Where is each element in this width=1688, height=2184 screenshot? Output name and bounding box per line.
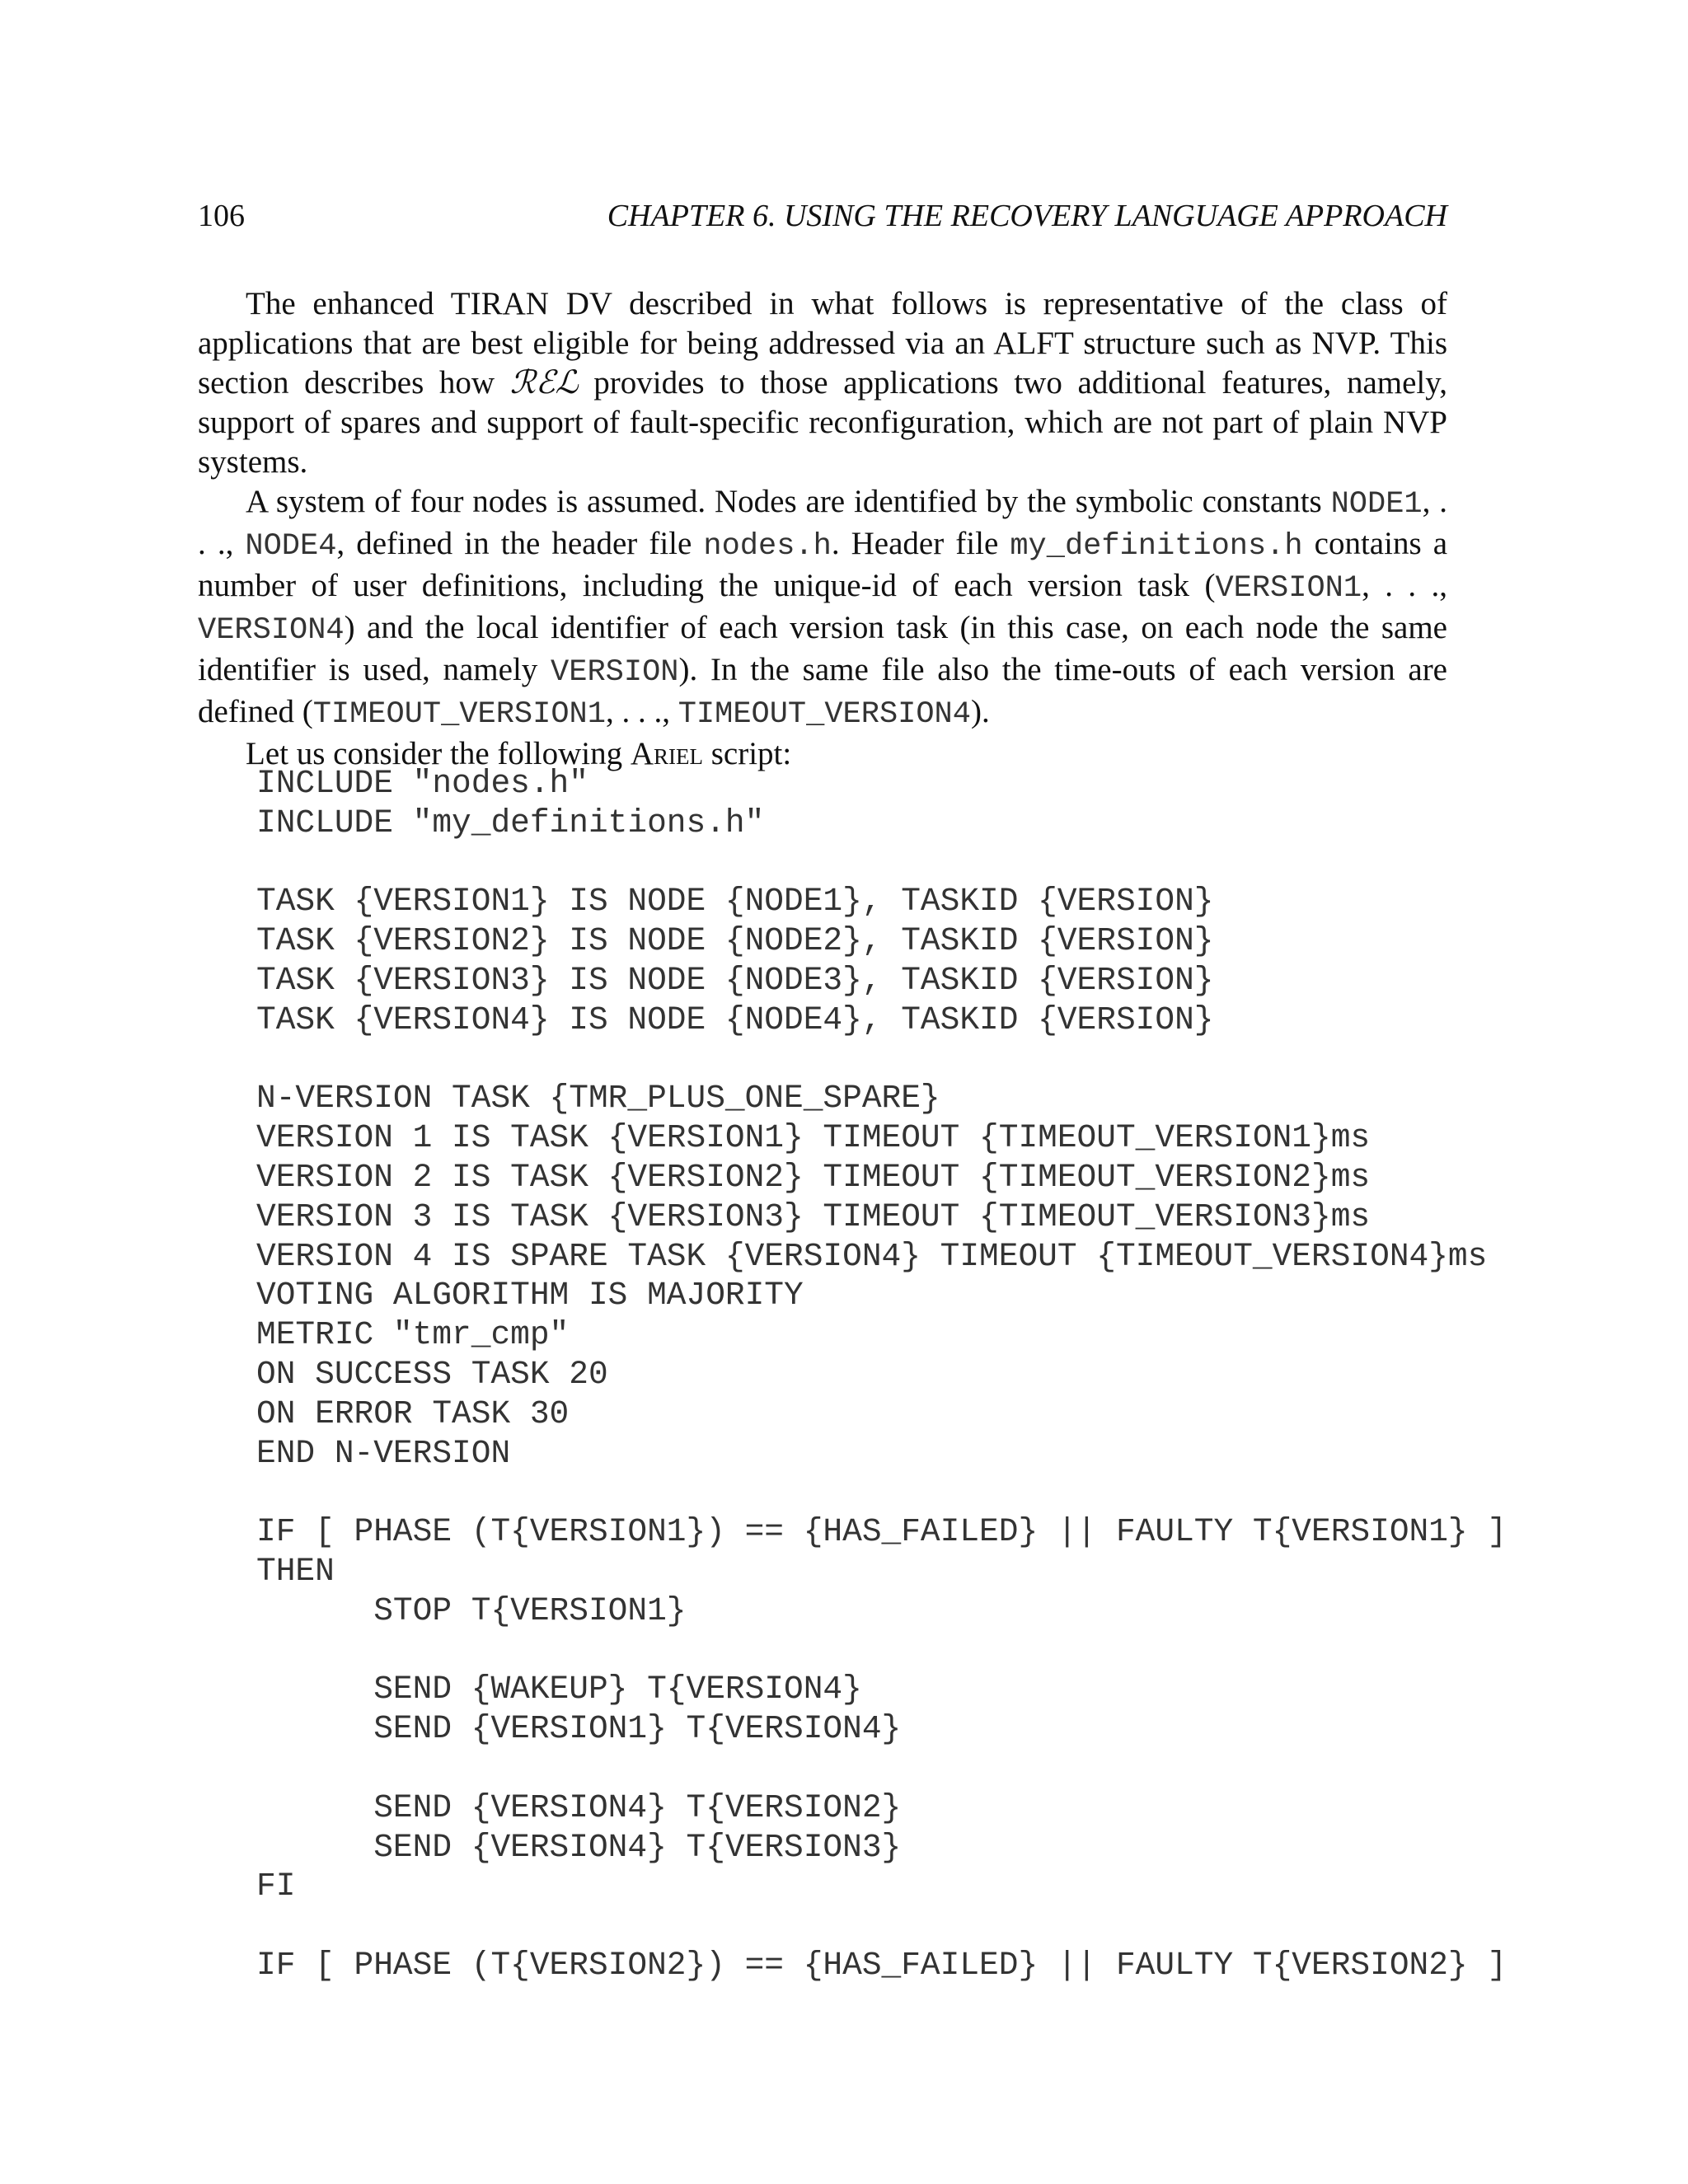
- inline-code: nodes.h: [703, 529, 832, 564]
- code-line: [256, 843, 1507, 883]
- inline-code: TIMEOUT_VERSION1: [312, 697, 606, 732]
- code-line: ON SUCCESS TASK 20: [256, 1355, 608, 1393]
- paragraph-text: script:: [702, 736, 792, 771]
- paragraph-text: ).: [970, 694, 990, 729]
- inline-code: NODE4: [245, 529, 337, 564]
- code-line: STOP T{VERSION1}: [256, 1591, 687, 1629]
- ariel-name: Ariel: [630, 736, 703, 771]
- code-line: TASK {VERSION4} IS NODE {NODE4}, TASKID {VERSION}: [256, 1001, 1214, 1038]
- code-line: SEND {VERSION4} T{VERSION3}: [256, 1828, 902, 1866]
- code-line: SEND {VERSION4} T{VERSION2}: [256, 1788, 902, 1826]
- paragraph-text: ). In the same file also the time-outs of each version are defined (: [198, 652, 1447, 729]
- code-line: TASK {VERSION2} IS NODE {NODE2}, TASKID {VERSION}: [256, 922, 1214, 960]
- paragraph-text: , . . .,: [605, 694, 678, 729]
- paragraph-text: , . . .,: [1362, 568, 1447, 603]
- page-header: [198, 198, 1447, 247]
- code-line: INCLUDE "nodes.h": [256, 765, 588, 802]
- code-line: VERSION 2 IS TASK {VERSION2} TIMEOUT {TIMEOUT_VERSION2}ms: [256, 1158, 1371, 1196]
- paragraph-text: Let us consider the following: [246, 736, 631, 771]
- page-number: 106: [198, 199, 245, 233]
- paragraph-text: A system of four nodes is assumed. Nodes are identified by the symbolic constants: [246, 484, 1331, 519]
- inline-code: my_definitions.h: [1010, 529, 1303, 564]
- code-line: VOTING ALGORITHM IS MAJORITY: [256, 1277, 804, 1315]
- code-line: INCLUDE "my_definitions.h": [256, 804, 765, 841]
- body-text: [198, 284, 1447, 774]
- running-head: CHAPTER 6. USING THE RECOVERY LANGUAGE APPROACH: [607, 199, 1447, 233]
- paragraph-text: contains a number of user definitions, including the unique-id of each version task (: [198, 526, 1448, 603]
- inline-code: NODE1: [1330, 487, 1423, 522]
- paragraph-text: The enhanced TIRAN DV described in what follows is representative of the class of applications that are best eligible for being addressed via an ALFT structure such as NVP. This section describes how: [198, 286, 1447, 401]
- code-line: [256, 1749, 1507, 1788]
- paragraph-text: ) and the local identifier of each version task (in this case, on each node the same identifier is used, namely: [198, 610, 1447, 687]
- code-line: SEND {WAKEUP} T{VERSION4}: [256, 1671, 862, 1708]
- code-line: IF [ PHASE (T{VERSION2}) == {HAS_FAILED} || FAULTY T{VERSION2} ]: [256, 1946, 1507, 1984]
- ariel-script: [256, 764, 1507, 1985]
- code-line: TASK {VERSION3} IS NODE {NODE3}, TASKID {VERSION}: [256, 961, 1214, 999]
- paragraph-text: , defined in the header file: [336, 526, 704, 561]
- code-line: [256, 1040, 1507, 1080]
- inline-code: VERSION: [551, 655, 679, 690]
- code-line: IF [ PHASE (T{VERSION1}) == {HAS_FAILED} || FAULTY T{VERSION1} ]: [256, 1513, 1507, 1551]
- code-line: [256, 1631, 1507, 1671]
- code-line: [256, 1473, 1507, 1512]
- code-line: METRIC "tmr_cmp": [256, 1316, 570, 1354]
- paragraph-text: . Header file: [831, 526, 1010, 561]
- code-line: TASK {VERSION1} IS NODE {NODE1}, TASKID {VERSION}: [256, 883, 1214, 921]
- code-line: END N-VERSION: [256, 1434, 511, 1472]
- inline-code: VERSION4: [198, 613, 345, 648]
- code-line: VERSION 1 IS TASK {VERSION1} TIMEOUT {TIMEOUT_VERSION1}ms: [256, 1119, 1371, 1157]
- paragraph-system: [198, 482, 1447, 734]
- code-line: N-VERSION TASK {TMR_PLUS_ONE_SPARE}: [256, 1080, 940, 1118]
- inline-code: TIMEOUT_VERSION4: [678, 697, 971, 732]
- paragraph-intro: [198, 284, 1447, 482]
- code-line: [256, 1906, 1507, 1946]
- code-line: ON ERROR TASK 30: [256, 1394, 570, 1432]
- code-line: SEND {VERSION1} T{VERSION4}: [256, 1710, 902, 1748]
- code-line: THEN: [256, 1552, 335, 1590]
- code-line: FI: [256, 1868, 296, 1905]
- rl-symbol: ℛℰℒ: [509, 364, 579, 401]
- code-line: VERSION 4 IS SPARE TASK {VERSION4} TIMEOUT {TIMEOUT_VERSION4}ms: [256, 1237, 1488, 1275]
- inline-code: VERSION1: [1215, 571, 1362, 606]
- paragraph-text: , . . .,: [198, 484, 1447, 561]
- code-line: VERSION 3 IS TASK {VERSION3} TIMEOUT {TIMEOUT_VERSION3}ms: [256, 1197, 1371, 1235]
- paragraph-text: provides to those applications two additional features, namely, support of spares and support of fault-specific reconfiguration, which are not part of plain NVP systems.: [198, 365, 1447, 480]
